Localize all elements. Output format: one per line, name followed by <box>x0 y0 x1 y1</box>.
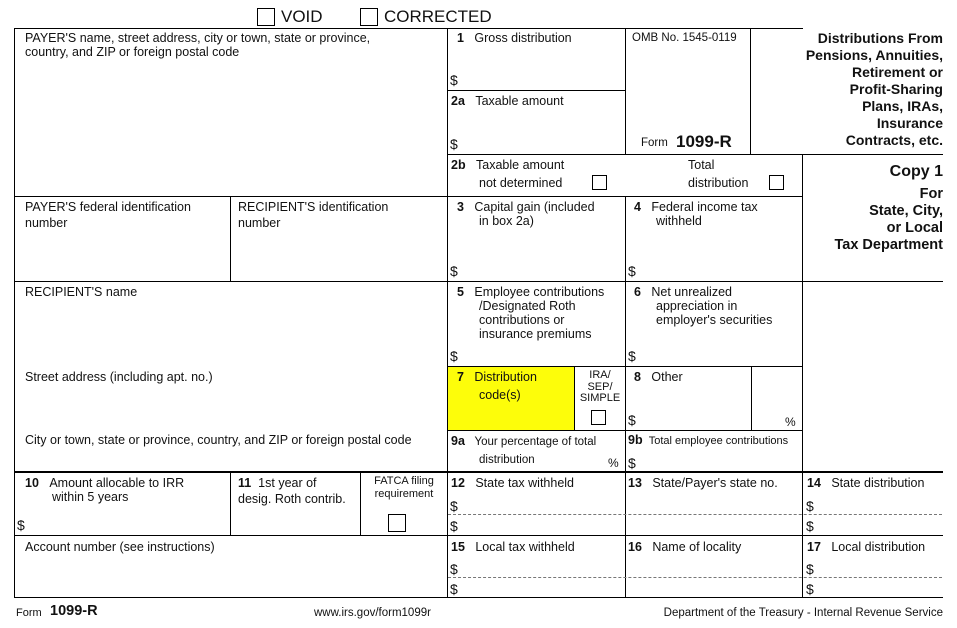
box4-federal-tax-withheld-field[interactable] <box>640 232 800 279</box>
recipient-tin-label-line2: number <box>238 216 281 230</box>
box8-percent: % <box>785 415 796 429</box>
box5-label-line3: contributions or <box>479 313 565 327</box>
grid-line <box>14 535 943 536</box>
box2b-total-label-line1: Total <box>688 158 715 172</box>
payer-tin-field[interactable] <box>15 232 229 280</box>
grid-line <box>751 366 752 430</box>
box1-dollar: $ <box>450 72 458 88</box>
box3-label-line2: in box 2a) <box>479 214 534 228</box>
recipient-street-field[interactable] <box>15 386 445 430</box>
payer-tin-label-line2: number <box>25 216 68 230</box>
box17-dollar-1: $ <box>806 561 814 577</box>
grid-line <box>625 196 626 598</box>
box13-state-payer-no-field-2[interactable] <box>627 516 801 534</box>
void-label: VOID <box>281 7 323 26</box>
box7-ira-sep-simple-checkbox[interactable] <box>591 410 606 425</box>
box9a-label-line2: distribution <box>479 454 535 466</box>
box4-dollar: $ <box>628 263 636 279</box>
box2a-taxable-amount-field[interactable] <box>462 115 622 152</box>
box12-state-tax-withheld-field-1[interactable] <box>462 494 622 513</box>
box9b-total-employee-contributions-field[interactable] <box>640 450 800 470</box>
grid-line <box>14 28 803 29</box>
dashed-divider <box>448 514 942 515</box>
footer-form-name: 1099-R <box>50 603 98 619</box>
box9a-label-line1: 9a Your percentage of total <box>451 434 597 448</box>
box10-dollar: $ <box>17 517 25 533</box>
box15-dollar-1: $ <box>450 561 458 577</box>
form-title: Distributions From Pensions, Annuities, Retirement or Profit-Sharing Plans, IRAs, Insurance Contracts, etc. <box>805 30 943 148</box>
box11-first-year-field[interactable] <box>232 508 358 534</box>
box12-dollar-2: $ <box>450 518 458 534</box>
grid-line <box>625 28 626 154</box>
box14-dollar-2: $ <box>806 518 814 534</box>
recipient-street-label: Street address (including apt. no.) <box>25 370 213 384</box>
box16-label: 16 Name of locality <box>628 540 742 554</box>
box15-local-tax-withheld-field-1[interactable] <box>462 557 622 576</box>
grid-line <box>14 471 943 473</box>
box2b-total-distribution-checkbox[interactable] <box>769 175 784 190</box>
box13-label: 13 State/Payer's state no. <box>628 476 778 490</box>
box8-percent-field[interactable] <box>753 368 783 428</box>
box2b-not-determined-checkbox[interactable] <box>592 175 607 190</box>
grid-line <box>14 281 943 282</box>
box12-state-tax-withheld-field-2[interactable] <box>462 516 622 534</box>
fatca-checkbox[interactable] <box>388 514 406 532</box>
payer-name-label-line2: country, and ZIP or foreign postal code <box>25 45 240 59</box>
payer-name-field[interactable] <box>15 60 445 195</box>
recipient-tin-field[interactable] <box>231 232 446 280</box>
box16-name-of-locality-field-2[interactable] <box>627 579 801 596</box>
dashed-divider <box>448 577 942 578</box>
box17-local-distribution-field-1[interactable] <box>818 557 940 576</box>
box9a-percentage-field[interactable] <box>555 450 605 470</box>
omb-form-prefix: Form <box>641 137 668 149</box>
copy-title: Copy 1 <box>889 163 943 180</box>
box14-label: 14 State distribution <box>807 476 925 490</box>
box10-label-line2: within 5 years <box>52 490 129 504</box>
void-checkbox[interactable] <box>257 8 275 26</box>
box6-label-line1: 6 Net unrealized <box>634 285 732 299</box>
box11-label-line1: 11 1st year of <box>238 476 317 490</box>
box6-label-line2: appreciation in <box>656 299 738 313</box>
omb-form-name: 1099-R <box>676 132 732 151</box>
box12-dollar-1: $ <box>450 498 458 514</box>
grid-line <box>447 90 625 91</box>
box6-label-line3: employer's securities <box>656 313 773 327</box>
footer-url: www.irs.gov/form1099r <box>314 607 431 619</box>
grid-line <box>14 196 803 197</box>
box8-label: 8 Other <box>634 370 683 384</box>
box7-label-line1: 7 Distribution <box>457 370 537 384</box>
account-number-field[interactable] <box>15 556 445 596</box>
grid-line <box>230 471 231 535</box>
box8-dollar: $ <box>628 412 636 428</box>
box14-state-distribution-field-2[interactable] <box>818 516 940 534</box>
account-number-label: Account number (see instructions) <box>25 540 215 554</box>
box3-capital-gain-field[interactable] <box>462 232 622 279</box>
grid-line <box>447 154 943 155</box>
fatca-label: FATCA filing requirement <box>374 475 434 500</box>
box2a-dollar: $ <box>450 136 458 152</box>
box11-label-line2: desig. Roth contrib. <box>238 492 346 506</box>
grid-line <box>750 28 751 154</box>
footer-department: Department of the Treasury - Internal Revenue Service <box>663 607 943 619</box>
box13-state-payer-no-field-1[interactable] <box>627 494 801 513</box>
box2b-label-line2: not determined <box>479 176 563 190</box>
box12-label: 12 State tax withheld <box>451 476 574 490</box>
box15-local-tax-withheld-field-2[interactable] <box>462 579 622 596</box>
box9b-label: 9b Total employee contributions <box>628 433 789 447</box>
box5-label-line1: 5 Employee contributions <box>457 285 605 299</box>
box5-label-line2: /Designated Roth <box>479 299 576 313</box>
box16-name-of-locality-field-1[interactable] <box>627 557 801 576</box>
recipient-name-label: RECIPIENT'S name <box>25 285 138 299</box>
box6-net-unrealized-field[interactable] <box>640 330 800 364</box>
box15-dollar-2: $ <box>450 581 458 597</box>
payer-name-label-line1: PAYER'S name, street address, city or town, state or province, <box>25 31 371 45</box>
box1-label: 1 Gross distribution <box>457 31 572 45</box>
box9a-percent: % <box>608 456 619 470</box>
box14-state-distribution-field-1[interactable] <box>818 494 940 513</box>
box9b-dollar: $ <box>628 455 636 471</box>
recipient-tin-label-line1: RECIPIENT'S identification <box>238 200 389 214</box>
footer-form-prefix: Form <box>16 607 42 619</box>
box17-local-distribution-field-2[interactable] <box>818 579 940 596</box>
grid-line <box>14 597 943 598</box>
box7-ira-sep-simple-label: IRA/ SEP/ SIMPLE <box>579 369 621 404</box>
box5-employee-contributions-field[interactable] <box>462 343 622 364</box>
box3-label-line1: 3 Capital gain (included <box>457 200 595 214</box>
copy-destination: For State, City, or Local Tax Department <box>834 186 943 253</box>
box2a-label: 2a Taxable amount <box>451 94 564 108</box>
box2b-total-label-line2: distribution <box>688 176 749 190</box>
box7-distribution-code-field[interactable] <box>460 404 570 428</box>
recipient-name-field[interactable] <box>15 300 445 364</box>
payer-tin-label-line1: PAYER'S federal identification <box>25 200 191 214</box>
corrected-checkbox[interactable] <box>360 8 378 26</box>
box17-label: 17 Local distribution <box>807 540 926 554</box>
box10-label-line1: 10 Amount allocable to IRR <box>25 476 185 490</box>
box10-amount-allocable-field[interactable] <box>30 506 228 534</box>
grid-line <box>802 154 803 598</box>
box4-label-line1: 4 Federal income tax <box>634 200 758 214</box>
box5-label-line4: insurance premiums <box>479 327 592 341</box>
box4-label-line2: withheld <box>656 214 702 228</box>
recipient-city-label: City or town, state or province, country, and ZIP or foreign postal code <box>25 433 412 447</box>
box17-dollar-2: $ <box>806 581 814 597</box>
corrected-label: CORRECTED <box>384 7 492 26</box>
box2b-label-line1: 2b Taxable amount <box>451 158 565 172</box>
recipient-city-field[interactable] <box>15 449 445 470</box>
box15-label: 15 Local tax withheld <box>451 540 575 554</box>
box5-dollar: $ <box>450 348 458 364</box>
box6-dollar: $ <box>628 348 636 364</box>
box1-gross-distribution-field[interactable] <box>462 60 622 88</box>
grid-line <box>447 28 448 598</box>
omb-number: OMB No. 1545-0119 <box>632 32 737 44</box>
box7-label-line2: code(s) <box>479 388 521 402</box>
box3-dollar: $ <box>450 263 458 279</box>
box8-other-field[interactable] <box>640 390 748 428</box>
box14-dollar-1: $ <box>806 498 814 514</box>
